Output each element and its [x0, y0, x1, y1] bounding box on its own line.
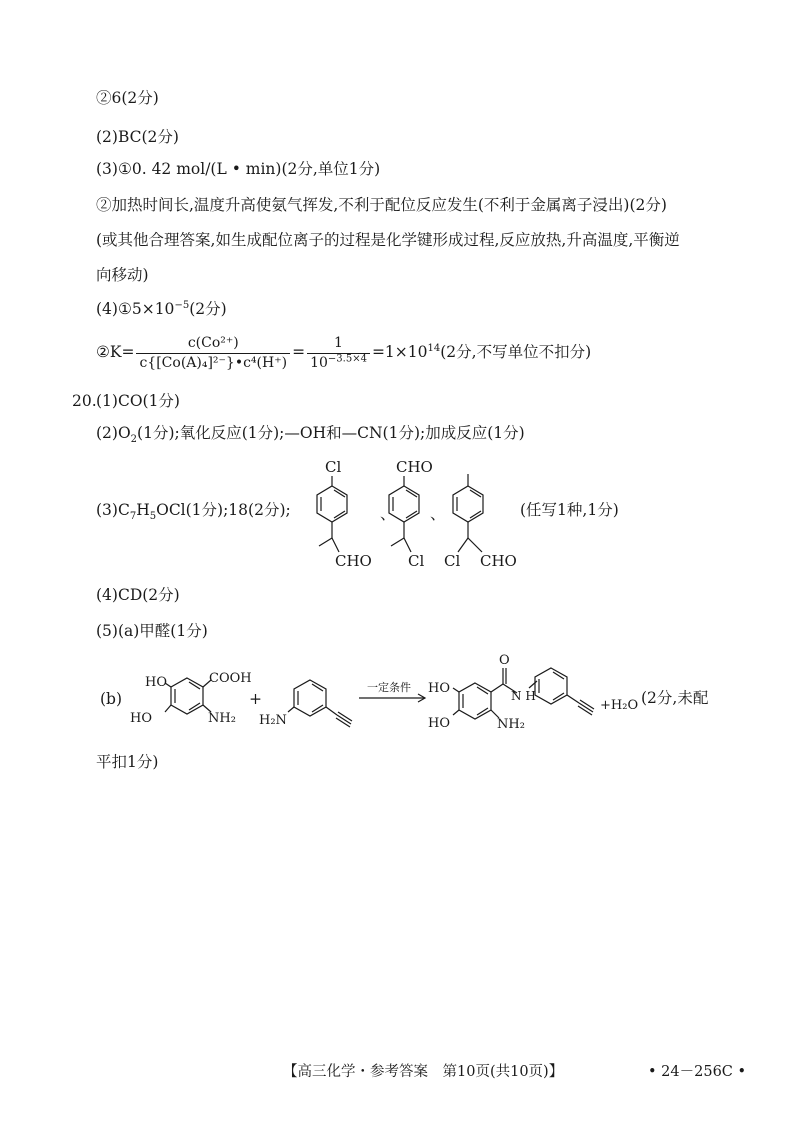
- q19-p3-1: (3)①0. 42 mol/(L • min)(2分,单位1分): [96, 160, 381, 178]
- p-nh: N H: [511, 689, 536, 703]
- q19-p2: (2)BC(2分): [96, 128, 179, 146]
- s2-bottom-label: Cl: [408, 552, 425, 570]
- reactant-1-structure: [125, 660, 255, 740]
- s3-right-label: CHO: [480, 552, 517, 570]
- p-ho2: HO: [428, 716, 450, 731]
- reactant-2-structure: [255, 660, 365, 740]
- q20-p5b-label: (b): [100, 690, 123, 708]
- q20-p4: (4)CD(2分): [96, 586, 180, 604]
- s3-left-label: Cl: [444, 552, 461, 570]
- k-fraction-2-den: [307, 354, 370, 372]
- k-fraction-1-num: c(Co²⁺): [136, 335, 290, 354]
- k-result-exp: 14: [427, 342, 441, 354]
- q20-p2-b: (1分);氧化反应(1分);—OH和—CN(1分);加成反应(1分): [137, 424, 525, 442]
- q20-p5b-water: +H₂O: [600, 698, 639, 713]
- q19-p4-1: [96, 299, 227, 319]
- q19-p4-1-suffix: (2分): [189, 300, 227, 318]
- q20-p2: [96, 423, 525, 446]
- q20-p2-sub: 2: [130, 434, 138, 446]
- k-score: (2分,不写单位不扣分): [440, 343, 592, 361]
- s2-top-label: CHO: [396, 458, 433, 476]
- k-fraction-1: [136, 335, 290, 372]
- q19-p1-2: ②6(2分): [96, 89, 159, 107]
- structure-3: [440, 452, 525, 576]
- q20-p3: [96, 500, 291, 523]
- q20-p3-a: (3)C: [96, 501, 130, 519]
- reaction-condition: 一定条件: [367, 681, 411, 694]
- k-fraction-2: [307, 335, 370, 372]
- k-fraction-2-den-exp: −3.5×4: [327, 352, 367, 364]
- q20-p3-sep1: 、: [380, 505, 396, 523]
- k-fraction-1-den: c{[Co(A)₄]²⁻}•c⁴(H⁺): [139, 354, 288, 371]
- q20-number: 20.: [72, 392, 97, 410]
- q20-p2-a: (2)O: [96, 424, 131, 442]
- reaction-arrow: [355, 676, 435, 706]
- footer-code: • 24－256C •: [648, 1064, 747, 1080]
- q20-p3-sep2: 、: [430, 505, 446, 523]
- k-label: ②K=: [96, 343, 135, 361]
- r1-ho2: HO: [130, 711, 152, 726]
- k-equals: =: [292, 343, 306, 361]
- q19-p3-4: 向移动): [96, 266, 149, 284]
- q20-p5b-score2: 平扣1分): [96, 753, 159, 771]
- p-ho1: HO: [428, 681, 450, 696]
- q19-p4-2-equation: [96, 334, 591, 372]
- q20-p5a: (5)(a)甲醛(1分): [96, 622, 208, 640]
- q19-p4-1-prefix: (4)①5×10: [96, 300, 175, 318]
- q19-p3-3: (或其他合理答案,如生成配位离子的过程是化学键形成过程,反应放热,升高温度,平衡逆: [96, 231, 680, 249]
- r1-nh2: NH₂: [208, 711, 236, 726]
- q20-p3-b: H: [136, 501, 150, 519]
- q20-p5b-score: (2分,未配: [641, 689, 709, 707]
- q20-p1: (1)CO(1分): [96, 392, 180, 410]
- p-o: O: [499, 653, 510, 668]
- r1-cooh: COOH: [209, 671, 252, 686]
- q20-p3-c: OCl(1分);18(2分);: [156, 501, 291, 519]
- r1-ho1: HO: [145, 675, 167, 690]
- q19-p4-1-exp: −5: [174, 299, 190, 311]
- footer-page-info: 【高三化学・参考答案 第10页(共10页)】: [283, 1064, 564, 1080]
- s1-bottom-label: CHO: [335, 552, 372, 570]
- s1-top-label: Cl: [325, 458, 342, 476]
- q19-p3-2: ②加热时间长,温度升高使氨气挥发,不利于配位反应发生(不利于金属离子浸出)(2分): [96, 196, 667, 214]
- q20-p5b-plus: +: [249, 690, 262, 708]
- k-result: =1×10: [371, 343, 428, 361]
- r2-h2n: H₂N: [259, 713, 287, 728]
- p-nh2: NH₂: [497, 717, 525, 732]
- k-fraction-2-den-base: 10: [310, 354, 328, 371]
- q20-p3-note: (任写1种,1分): [520, 501, 619, 519]
- q20-p3-sub1: 7: [129, 511, 137, 523]
- q20-p3-sub2: 5: [149, 511, 157, 523]
- k-fraction-2-num: 1: [307, 335, 370, 354]
